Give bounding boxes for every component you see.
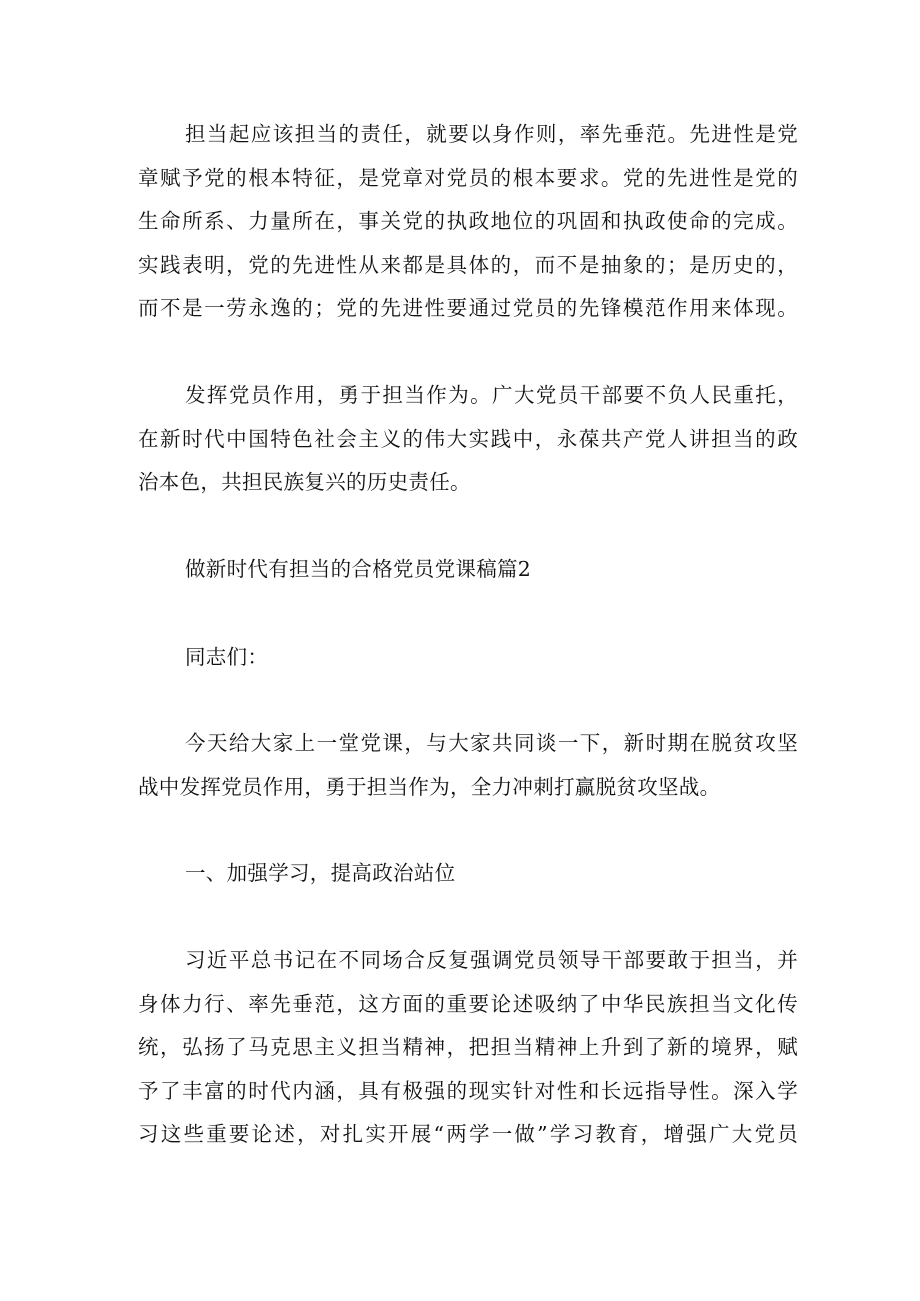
paragraph-line: 生命所系、力量所在，事关党的执政地位的巩固和执政使命的完成。 — [138, 209, 798, 233]
paragraph-2 — [138, 374, 798, 505]
paragraph-line: 担当起应该担当的责任，就要以身作则，率先垂范。先进性是党 — [185, 122, 798, 146]
paragraph-line: 实践表明，党的先进性从来都是具体的，而不是抽象的；是历史的， — [138, 252, 798, 277]
article-heading: 做新时代有担当的合格党员党课稿篇2 — [185, 557, 532, 581]
paragraph-line: 章赋予党的根本特征，是党章对党员的根本要求。党的先进性是党的 — [138, 165, 798, 190]
paragraph-line: 今天给大家上一堂党课，与大家共同谈一下，新时期在脱贫攻坚 — [185, 731, 798, 755]
paragraph-4 — [138, 939, 798, 1157]
paragraph-3 — [138, 722, 798, 809]
paragraph-line: 战中发挥党员作用，勇于担当作为，全力冲刺打赢脱贫攻坚战。 — [138, 774, 721, 799]
paragraph-line: 统，弘扬了马克思主义担当精神，把担当精神上升到了新的境界，赋 — [138, 1035, 798, 1059]
paragraph-line: 予了丰富的时代内涵，具有极强的现实针对性和长远指导性。深入学 — [138, 1078, 798, 1103]
paragraph-line: 发挥党员作用，勇于担当作为。广大党员干部要不负人民重托， — [185, 383, 798, 407]
paragraph-1 — [138, 113, 798, 331]
paragraph-line: 身体力行、率先垂范，这方面的重要论述吸纳了中华民族担当文化传 — [138, 991, 798, 1016]
paragraph-line: 治本色，共担民族复兴的历史责任。 — [138, 470, 471, 494]
paragraph-line: 在新时代中国特色社会主义的伟大实践中，永葆共产党人讲担当的政 — [138, 426, 798, 451]
paragraph-line: 习这些重要论述，对扎实开展“两学一做”学习教育，增强广大党员 — [138, 1122, 798, 1146]
paragraph-line: 而不是一劳永逸的；党的先进性要通过党员的先锋模范作用来体现。 — [138, 296, 798, 320]
salutation: 同志们： — [185, 645, 269, 669]
section-heading: 一、加强学习，提高政治站位 — [185, 861, 456, 885]
paragraph-line: 习近平总书记在不同场合反复强调党员领导干部要敢于担当，并 — [185, 948, 798, 972]
